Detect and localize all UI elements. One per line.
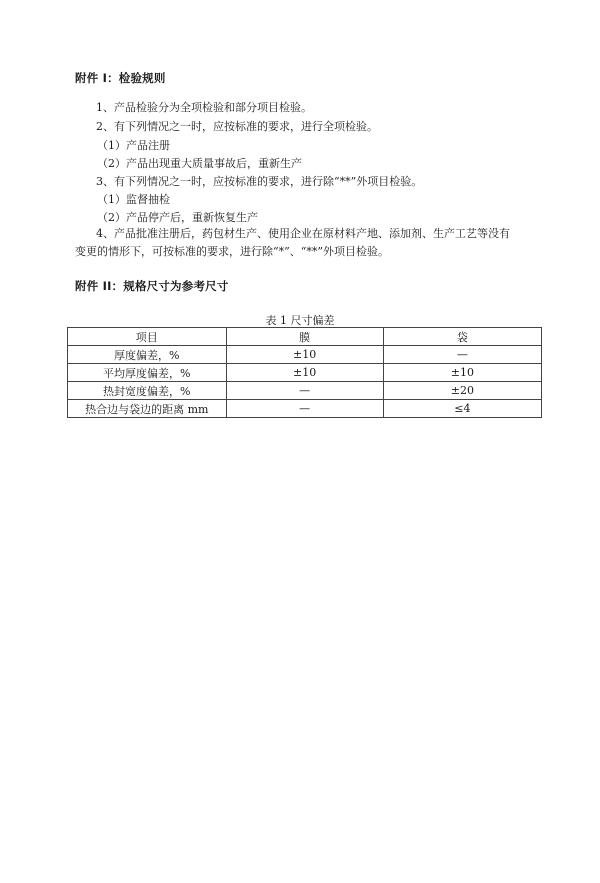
table-row: [68, 364, 542, 382]
rule-line-7: （2）产品停产后，重新恢复生产: [97, 211, 258, 224]
section-heading-inspection-rules: 附件 I：检验规则: [75, 71, 166, 85]
cell-item: 热合边与袋边的距离 mm: [68, 400, 227, 418]
header-item: 项目: [68, 328, 227, 346]
table-header-row: [68, 328, 542, 346]
header-film: 膜: [226, 328, 383, 346]
cell-bag: ≤4: [383, 400, 541, 418]
cell-film: ±10: [226, 364, 383, 382]
cell-item: 平均厚度偏差，%: [68, 364, 227, 382]
cell-bag: —: [383, 346, 541, 364]
cell-bag: ±20: [383, 382, 541, 400]
cell-bag: ±10: [383, 364, 541, 382]
cell-item: 厚度偏差，%: [68, 346, 227, 364]
table-row: [68, 400, 542, 418]
rule-line-2: 2、有下列情况之一时，应按标准的要求，进行全项检验。: [96, 120, 378, 133]
cell-film: —: [226, 382, 383, 400]
cell-film: ±10: [226, 346, 383, 364]
rule-line-6: （1）监督抽检: [97, 193, 170, 206]
table-row: [68, 346, 542, 364]
dimension-tolerance-table: [67, 327, 542, 418]
rule-line-9: 变更的情形下，可按标准的要求，进行除“*”、“**”外项目检验。: [75, 245, 389, 258]
rule-line-4: （2）产品出现重大质量事故后，重新生产: [97, 157, 302, 170]
rule-line-8: 4、产品批准注册后，药包材生产、使用企业在原材料产地、添加剂、生产工艺等没有: [96, 227, 510, 240]
rule-line-5: 3、有下列情况之一时，应按标准的要求，进行除“**”外项目检验。: [96, 175, 423, 188]
table-caption: 表 1 尺寸偏差: [265, 314, 335, 327]
section-heading-dimensions: 附件 II：规格尺寸为参考尺寸: [75, 279, 229, 293]
table-row: [68, 382, 542, 400]
cell-item: 热封宽度偏差，%: [68, 382, 227, 400]
header-bag: 袋: [383, 328, 541, 346]
rule-line-3: （1）产品注册: [97, 139, 170, 152]
rule-line-1: 1、产品检验分为全项检验和部分项目检验。: [96, 101, 312, 114]
cell-film: —: [226, 400, 383, 418]
